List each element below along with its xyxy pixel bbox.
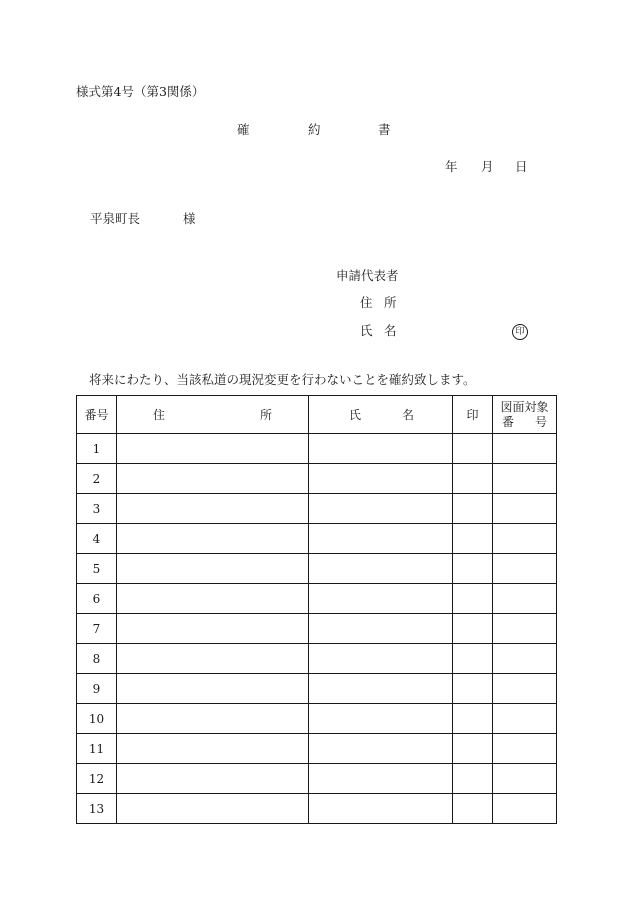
title-char-3: 書 — [378, 122, 391, 137]
row-name-cell[interactable] — [309, 704, 453, 734]
header-drawing-line1: 図面対象 — [500, 399, 549, 414]
header-name-char-1: 氏 — [349, 408, 362, 422]
row-address-cell[interactable] — [117, 524, 309, 554]
row-drawing-number-cell[interactable] — [493, 704, 557, 734]
row-address-cell[interactable] — [117, 644, 309, 674]
table-row — [77, 644, 557, 674]
row-number: 4 — [77, 524, 117, 554]
header-address-char-2: 所 — [259, 408, 272, 422]
row-name-cell[interactable] — [309, 524, 453, 554]
row-number: 6 — [77, 584, 117, 614]
row-seal-cell[interactable] — [453, 674, 493, 704]
row-address-cell[interactable] — [117, 494, 309, 524]
signatory-table — [76, 395, 557, 824]
header-drawing-number — [493, 396, 557, 434]
row-drawing-number-cell[interactable] — [493, 524, 557, 554]
addressee-honorific: 様 — [183, 211, 196, 226]
header-name — [309, 396, 453, 434]
row-drawing-number-cell[interactable] — [493, 794, 557, 824]
row-seal-cell[interactable] — [453, 434, 493, 464]
date-year: 年 — [445, 159, 458, 174]
addressee-name: 平泉町長 — [90, 211, 141, 226]
row-seal-cell[interactable] — [453, 764, 493, 794]
date-day: 日 — [515, 159, 528, 174]
row-address-cell[interactable] — [117, 674, 309, 704]
row-drawing-number-cell[interactable] — [493, 494, 557, 524]
table-body — [77, 434, 557, 824]
row-name-cell[interactable] — [309, 554, 453, 584]
row-number: 9 — [77, 674, 117, 704]
statement: 将来にわたり、当該私道の現況変更を行わないことを確約致します。 — [89, 372, 476, 387]
row-address-cell[interactable] — [117, 464, 309, 494]
header-address — [117, 396, 309, 434]
row-name-cell[interactable] — [309, 794, 453, 824]
row-name-cell[interactable] — [309, 434, 453, 464]
row-number: 5 — [77, 554, 117, 584]
table-row — [77, 734, 557, 764]
row-address-cell[interactable] — [117, 764, 309, 794]
table-row — [77, 464, 557, 494]
row-address-cell[interactable] — [117, 554, 309, 584]
row-number: 12 — [77, 764, 117, 794]
row-name-cell[interactable] — [309, 764, 453, 794]
row-drawing-number-cell[interactable] — [493, 434, 557, 464]
table-row — [77, 674, 557, 704]
row-name-cell[interactable] — [309, 584, 453, 614]
header-drawing-char-1: 番 — [502, 414, 515, 429]
row-seal-cell[interactable] — [453, 644, 493, 674]
row-name-cell[interactable] — [309, 674, 453, 704]
row-drawing-number-cell[interactable] — [493, 674, 557, 704]
table-row — [77, 434, 557, 464]
row-drawing-number-cell[interactable] — [493, 734, 557, 764]
table-row — [77, 554, 557, 584]
row-address-cell[interactable] — [117, 434, 309, 464]
row-name-cell[interactable] — [309, 734, 453, 764]
row-seal-cell[interactable] — [453, 494, 493, 524]
row-name-cell[interactable] — [309, 614, 453, 644]
applicant-name-char-2: 名 — [384, 323, 397, 338]
applicant-name-char-1: 氏 — [360, 323, 373, 338]
header-drawing-char-2: 号 — [534, 414, 547, 429]
row-address-cell[interactable] — [117, 794, 309, 824]
row-seal-cell[interactable] — [453, 464, 493, 494]
header-name-char-2: 名 — [401, 408, 414, 422]
row-drawing-number-cell[interactable] — [493, 644, 557, 674]
row-name-cell[interactable] — [309, 494, 453, 524]
row-number: 2 — [77, 464, 117, 494]
title-char-1: 確 — [237, 122, 250, 137]
row-address-cell[interactable] — [117, 584, 309, 614]
row-address-cell[interactable] — [117, 704, 309, 734]
row-seal-cell[interactable] — [453, 584, 493, 614]
title-char-2: 約 — [308, 122, 321, 137]
table-row — [77, 524, 557, 554]
row-number: 1 — [77, 434, 117, 464]
row-name-cell[interactable] — [309, 464, 453, 494]
row-number: 10 — [77, 704, 117, 734]
applicant-label: 申請代表者 — [336, 268, 399, 283]
row-number: 13 — [77, 794, 117, 824]
header-seal: 印 — [453, 396, 493, 434]
row-seal-cell[interactable] — [453, 554, 493, 584]
row-drawing-number-cell[interactable] — [493, 584, 557, 614]
row-number: 11 — [77, 734, 117, 764]
row-number: 7 — [77, 614, 117, 644]
row-name-cell[interactable] — [309, 644, 453, 674]
date-month: 月 — [481, 159, 494, 174]
row-seal-cell[interactable] — [453, 734, 493, 764]
row-seal-cell[interactable] — [453, 524, 493, 554]
seal-mark: 印 — [512, 324, 528, 340]
row-drawing-number-cell[interactable] — [493, 464, 557, 494]
row-number: 8 — [77, 644, 117, 674]
row-address-cell[interactable] — [117, 614, 309, 644]
form-number: 様式第4号（第3関係） — [76, 84, 205, 99]
header-drawing-line2 — [493, 415, 556, 430]
row-drawing-number-cell[interactable] — [493, 614, 557, 644]
table-row — [77, 584, 557, 614]
row-seal-cell[interactable] — [453, 614, 493, 644]
table-row — [77, 764, 557, 794]
table-row — [77, 614, 557, 644]
table-row — [77, 704, 557, 734]
row-drawing-number-cell[interactable] — [493, 554, 557, 584]
table-row — [77, 494, 557, 524]
row-seal-cell[interactable] — [453, 704, 493, 734]
row-seal-cell[interactable] — [453, 794, 493, 824]
header-address-char-1: 住 — [153, 408, 166, 422]
header-number: 番号 — [77, 396, 117, 434]
row-address-cell[interactable] — [117, 734, 309, 764]
row-number: 3 — [77, 494, 117, 524]
applicant-address-char-2: 所 — [384, 295, 397, 310]
applicant-address-char-1: 住 — [360, 295, 373, 310]
table-header-row — [77, 396, 557, 434]
table-row — [77, 794, 557, 824]
row-drawing-number-cell[interactable] — [493, 764, 557, 794]
